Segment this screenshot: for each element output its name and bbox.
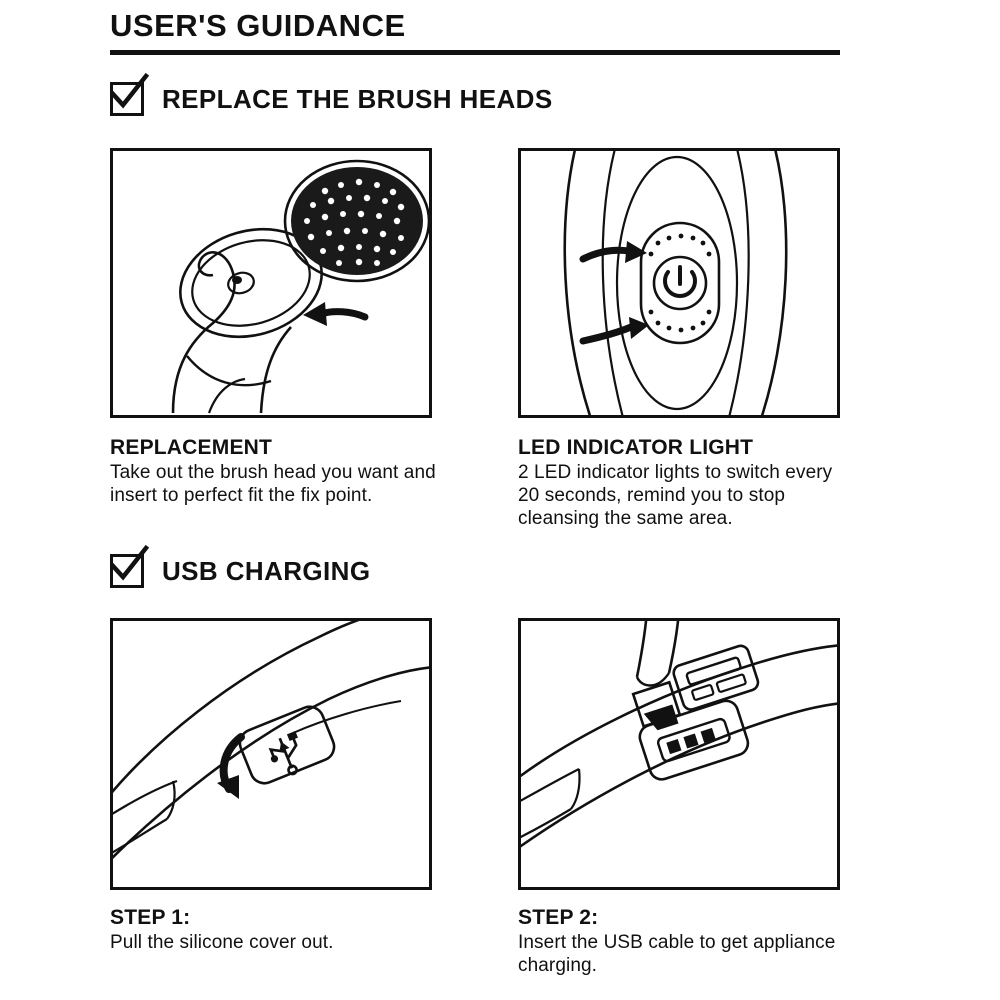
- section-heading-replace-brush-heads: [110, 82, 553, 116]
- arrow-left-icon: [303, 302, 365, 326]
- caption-replacement-body: Take out the brush head you want and insert to perfect fit the fix point.: [110, 462, 436, 507]
- title-divider: [110, 50, 840, 55]
- caption-replacement-title: REPLACEMENT: [110, 436, 273, 459]
- section-label-usb-charging: USB CHARGING: [162, 555, 371, 586]
- arrow-upper-icon: [583, 241, 647, 263]
- arrow-curved-icon: [217, 737, 241, 799]
- caption-led-body: 2 LED indicator lights to switch every 20 seconds, remind you to stop cleansing the same area.: [518, 462, 833, 530]
- caption-step-1-body: Pull the silicone cover out.: [110, 932, 334, 953]
- section-heading-usb-charging: [110, 554, 370, 588]
- figure-led-indicator: [518, 148, 840, 418]
- caption-step-1: [110, 906, 440, 954]
- caption-replacement: [110, 436, 440, 507]
- caption-step-2-title: STEP 2:: [518, 906, 599, 929]
- caption-led: [518, 436, 848, 531]
- figure-step-2: [518, 618, 840, 890]
- checkbox-checked-icon: [110, 82, 144, 116]
- arrow-lower-icon: [583, 317, 649, 341]
- page-title: USER'S GUIDANCE: [110, 8, 406, 43]
- power-icon: [665, 267, 695, 296]
- usb-icon: [264, 731, 310, 780]
- figure-replacement: [110, 148, 432, 418]
- section-label-replace-brush-heads: REPLACE THE BRUSH HEADS: [162, 83, 553, 114]
- caption-step-2-body: Insert the USB cable to get appliance charging.: [518, 932, 836, 977]
- checkbox-checked-icon: [110, 554, 144, 588]
- caption-step-1-title: STEP 1:: [110, 906, 191, 929]
- figure-step-1: [110, 618, 432, 890]
- caption-step-2: [518, 906, 848, 977]
- caption-led-title: LED INDICATOR LIGHT: [518, 436, 754, 459]
